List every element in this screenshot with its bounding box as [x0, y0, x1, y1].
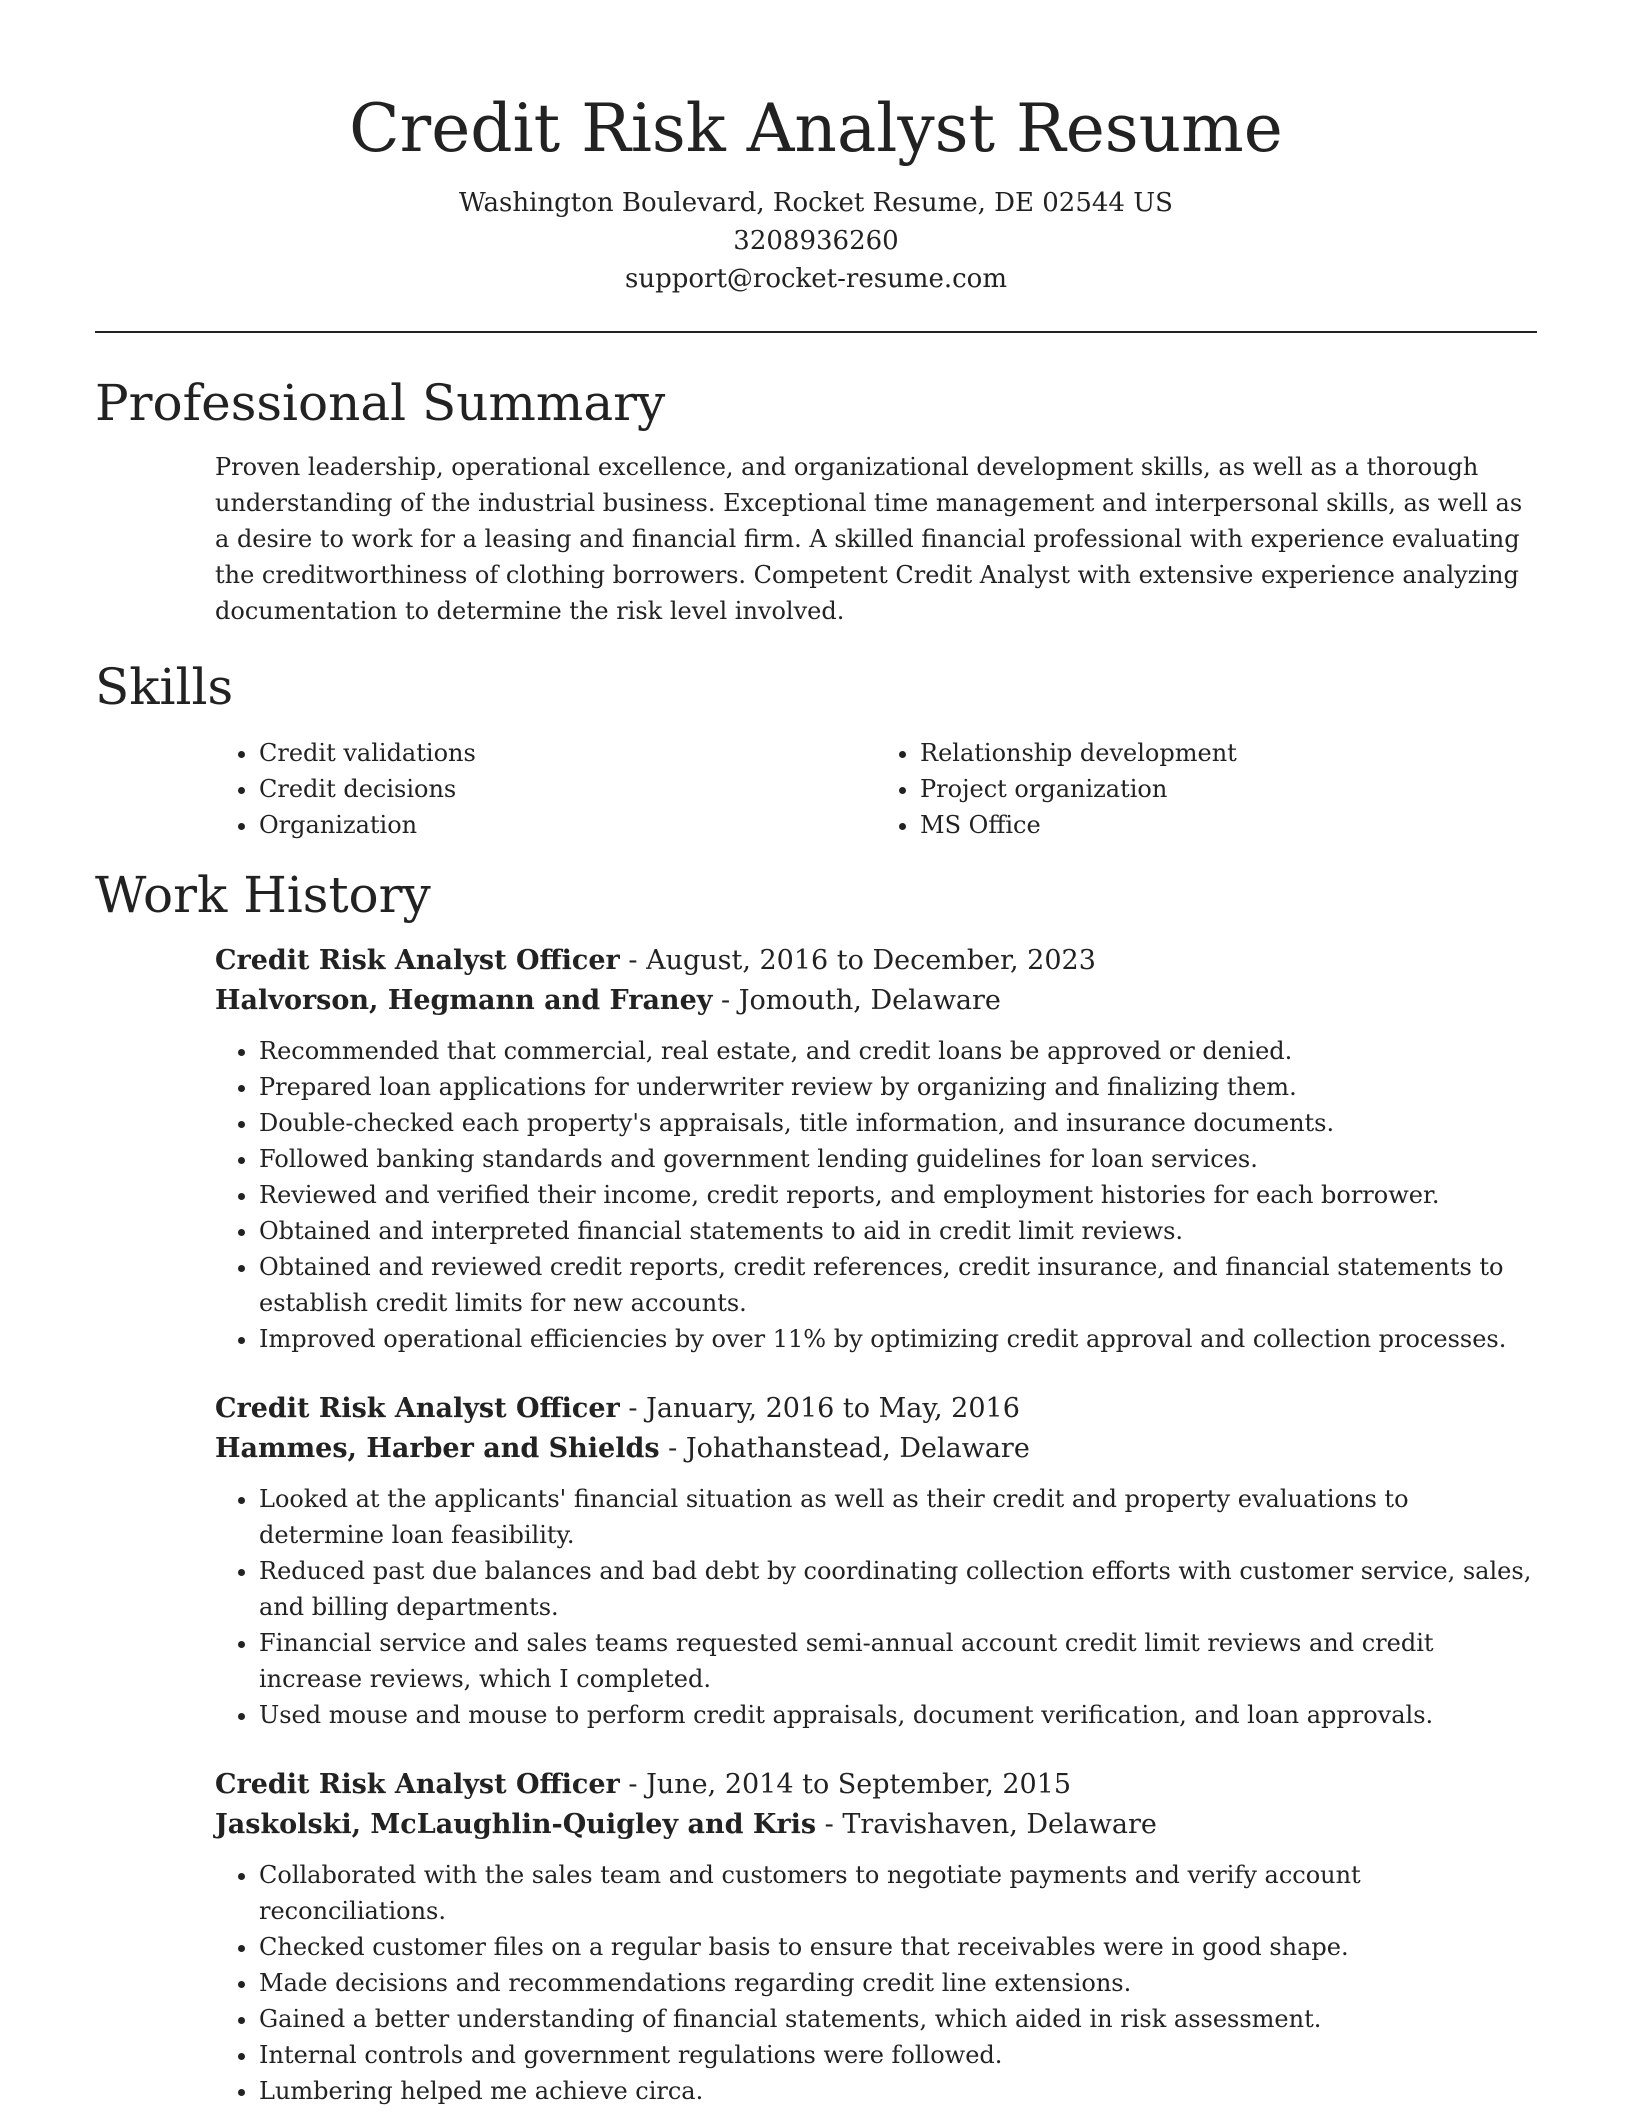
section-heading-work-history: Work History — [95, 866, 431, 924]
job-company: Halvorson, Hegmann and Franey — [215, 985, 713, 1016]
job-location: - Jomouth, Delaware — [712, 985, 1001, 1016]
job-location: - Travishaven, Delaware — [816, 1809, 1157, 1840]
skills-list — [215, 735, 1537, 843]
job-company: Jaskolski, McLaughlin-Quigley and Kris — [215, 1809, 817, 1840]
job-title-line — [215, 1389, 1537, 1429]
job-bullet: • Recommended that commercial, real estate, and credit loans be approved or denied. — [259, 1033, 1537, 1069]
job-company-line — [215, 981, 1537, 1021]
job-entry — [215, 1389, 1537, 1733]
section-heading-skills: Skills — [95, 658, 234, 716]
job-bullet: • Improved operational efficiencies by over 11% by optimizing credit approval and collection processes. — [259, 1321, 1537, 1357]
job-role: Credit Risk Analyst Officer — [215, 1393, 620, 1424]
skill-item: • Credit decisions — [259, 771, 876, 807]
job-bullet: • Reviewed and verified their income, credit reports, and employment histories for each borrower. — [259, 1177, 1537, 1213]
job-bullet: • Lumbering helped me achieve circa. — [259, 2073, 1537, 2109]
job-bullet: • Gained a better understanding of financial statements, which aided in risk assessment. — [259, 2001, 1537, 2037]
job-bullets — [215, 1481, 1537, 1733]
job-location: - Johathanstead, Delaware — [659, 1433, 1030, 1464]
header-divider — [95, 331, 1537, 333]
contact-block — [95, 184, 1537, 298]
summary-text: Proven leadership, operational excellence, and organizational development skills, as well as a thorough understanding of the industrial business. Exceptional time management and interpersonal skills, as well as a desire to work for a leasing and financial firm. A skilled financial professional with experience evaluating the creditworthiness of clothing borrowers. Competent Credit Analyst with extensive experience analyzing documentation to determine the risk level involved. — [215, 453, 1523, 625]
job-company-line — [215, 1429, 1537, 1469]
job-role: Credit Risk Analyst Officer — [215, 945, 620, 976]
job-bullets — [215, 1033, 1537, 1357]
job-bullet: • Looked at the applicants' financial situation as well as their credit and property evaluations to determine loan feasibility. — [259, 1481, 1537, 1553]
job-bullet: • Used mouse and mouse to perform credit appraisals, document verification, and loan approvals. — [259, 1697, 1537, 1733]
contact-phone: 3208936260 — [733, 226, 899, 256]
job-entry — [215, 941, 1537, 1357]
job-dates: - January, 2016 to May, 2016 — [619, 1393, 1020, 1424]
job-entry — [215, 1765, 1537, 2109]
job-bullet: • Followed banking standards and government lending guidelines for loan services. — [259, 1141, 1537, 1177]
contact-address: Washington Boulevard, Rocket Resume, DE 02544 US — [459, 188, 1173, 218]
skills-column-right — [876, 735, 1537, 843]
job-role: Credit Risk Analyst Officer — [215, 1769, 620, 1800]
job-company-line — [215, 1805, 1537, 1845]
job-bullet: • Checked customer files on a regular basis to ensure that receivables were in good shape. — [259, 1929, 1537, 1965]
job-bullet: • Collaborated with the sales team and customers to negotiate payments and verify account reconciliations. — [259, 1857, 1537, 1929]
skills-column-left — [215, 735, 876, 843]
job-bullet: • Internal controls and government regulations were followed. — [259, 2037, 1537, 2073]
skill-item: • Project organization — [920, 771, 1537, 807]
job-bullet: • Financial service and sales teams requested semi-annual account credit limit reviews and credit increase reviews, which I completed. — [259, 1625, 1537, 1697]
job-bullet: • Prepared loan applications for underwriter review by organizing and finalizing them. — [259, 1069, 1537, 1105]
job-dates: - August, 2016 to December, 2023 — [619, 945, 1096, 976]
job-bullet: • Made decisions and recommendations regarding credit line extensions. — [259, 1965, 1537, 2001]
skill-item: • Credit validations — [259, 735, 876, 771]
section-heading-summary: Professional Summary — [95, 374, 666, 432]
contact-email: support@rocket-resume.com — [624, 264, 1007, 294]
skill-item: • Organization — [259, 807, 876, 843]
skill-item: • MS Office — [920, 807, 1537, 843]
job-bullet: • Reduced past due balances and bad debt by coordinating collection efforts with customer service, sales, and billing departments. — [259, 1553, 1537, 1625]
job-dates: - June, 2014 to September, 2015 — [619, 1769, 1072, 1800]
job-bullets — [215, 1857, 1537, 2109]
job-bullet: • Double-checked each property's appraisals, title information, and insurance documents. — [259, 1105, 1537, 1141]
resume-title: Credit Risk Analyst Resume — [349, 90, 1283, 167]
job-bullet: • Obtained and reviewed credit reports, credit references, credit insurance, and financial statements to establish credit limits for new accounts. — [259, 1249, 1537, 1321]
job-title-line — [215, 1765, 1537, 1805]
job-title-line — [215, 941, 1537, 981]
job-company: Hammes, Harber and Shields — [215, 1433, 660, 1464]
job-bullet: • Obtained and interpreted financial statements to aid in credit limit reviews. — [259, 1213, 1537, 1249]
skill-item: • Relationship development — [920, 735, 1537, 771]
